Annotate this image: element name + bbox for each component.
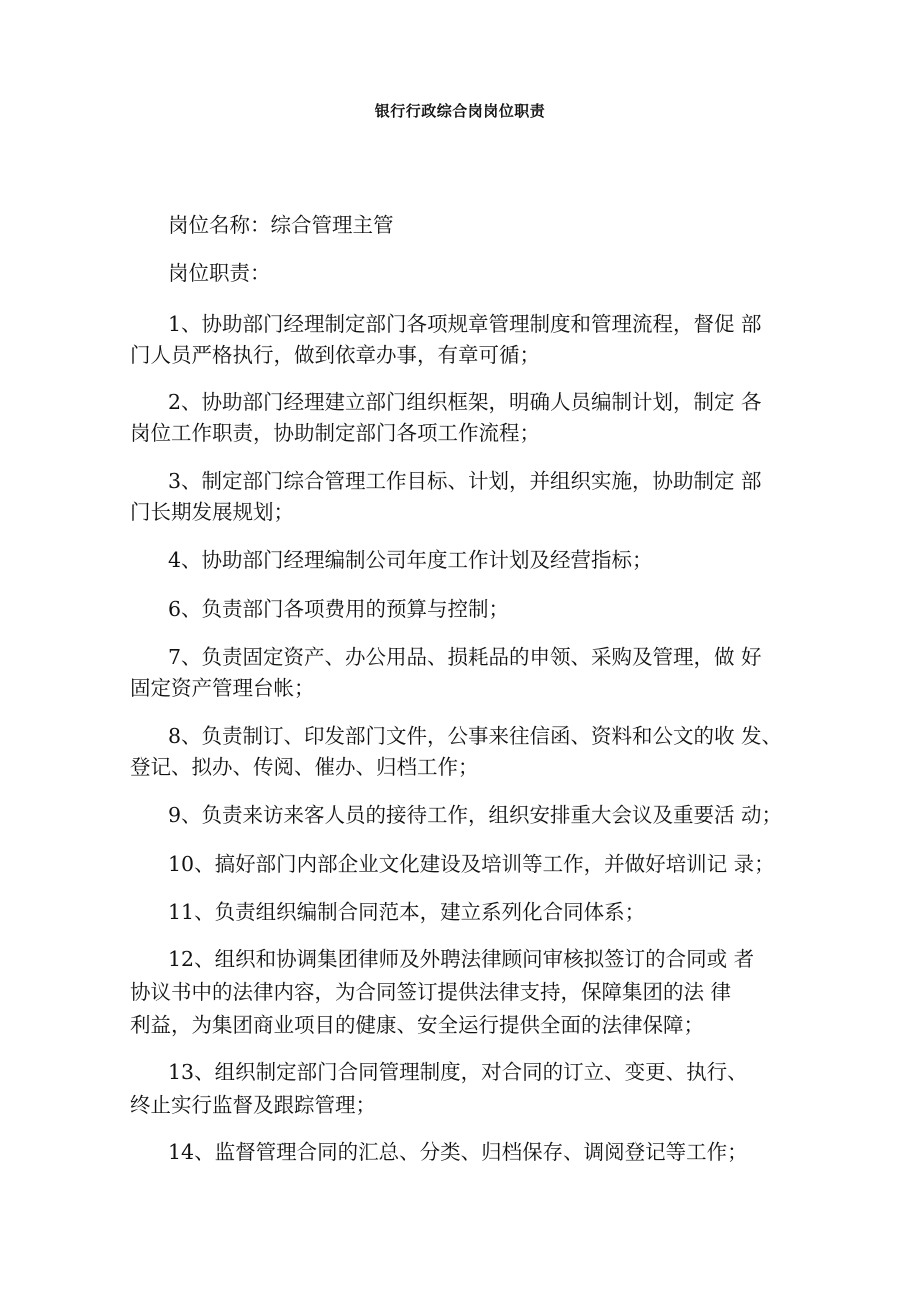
duty-line: 8、负责制订、印发部门文件，公事来往信函、资料和公文的收 发、 [168, 724, 783, 748]
duty-line: 13、组织制定部门合同管理制度，对合同的订立、变更、执行、 [168, 1060, 748, 1084]
duty-line: 岗位工作职责，协助制定部门各项工作流程； [130, 421, 540, 445]
duty-line: 9、负责来访来客人员的接待工作，组织安排重大会议及重要活 动； [168, 803, 783, 827]
duty-line: 11、负责组织编制合同范本，建立系列化合同体系； [168, 900, 646, 924]
duty-line: 7、负责固定资产、办公用品、损耗品的申领、采购及管理，做 好 [168, 645, 762, 669]
duty-line: 利益，为集团商业项目的健康、安全运行提供全面的法律保障； [130, 1013, 704, 1037]
duty-line: 1、协助部门经理制定部门各项规章管理制度和管理流程，督促 部 [168, 312, 762, 336]
duty-line: 4、协助部门经理编制公司年度工作计划及经营指标； [168, 548, 653, 572]
duty-line: 14、监督管理合同的汇总、分类、归档保存、调阅登记等工作； [168, 1140, 748, 1164]
duty-line: 门人员严格执行，做到依章办事，有章可循； [130, 343, 540, 367]
duty-line: 终止实行监督及跟踪管理； [130, 1093, 376, 1117]
position-name-line: 岗位名称：综合管理主管 [168, 213, 394, 237]
duty-line: 登记、拟办、传阅、催办、归档工作； [130, 755, 479, 779]
duty-line: 10、搞好部门内部企业文化建设及培训等工作，并做好培训记 录； [168, 852, 775, 876]
duty-line: 2、协助部门经理建立部门组织框架，明确人员编制计划，制定 各 [168, 390, 762, 414]
duties-heading: 岗位职责： [168, 261, 271, 285]
duty-line: 3、制定部门综合管理工作目标、计划，并组织实施，协助制定 部 [168, 469, 762, 493]
document-title: 银行行政综合岗岗位职责 [374, 102, 546, 120]
duty-line: 12、组织和协调集团律师及外聘法律顾问审核拟签订的合同或 者 [168, 947, 755, 971]
duty-line: 协议书中的法律内容，为合同签订提供法律支持，保障集团的法 律 [130, 980, 732, 1004]
duty-line: 固定资产管理台帐； [130, 676, 315, 700]
duty-line: 门长期发展规划； [130, 500, 294, 524]
duty-line: 6、负责部门各项费用的预算与控制； [168, 597, 510, 621]
